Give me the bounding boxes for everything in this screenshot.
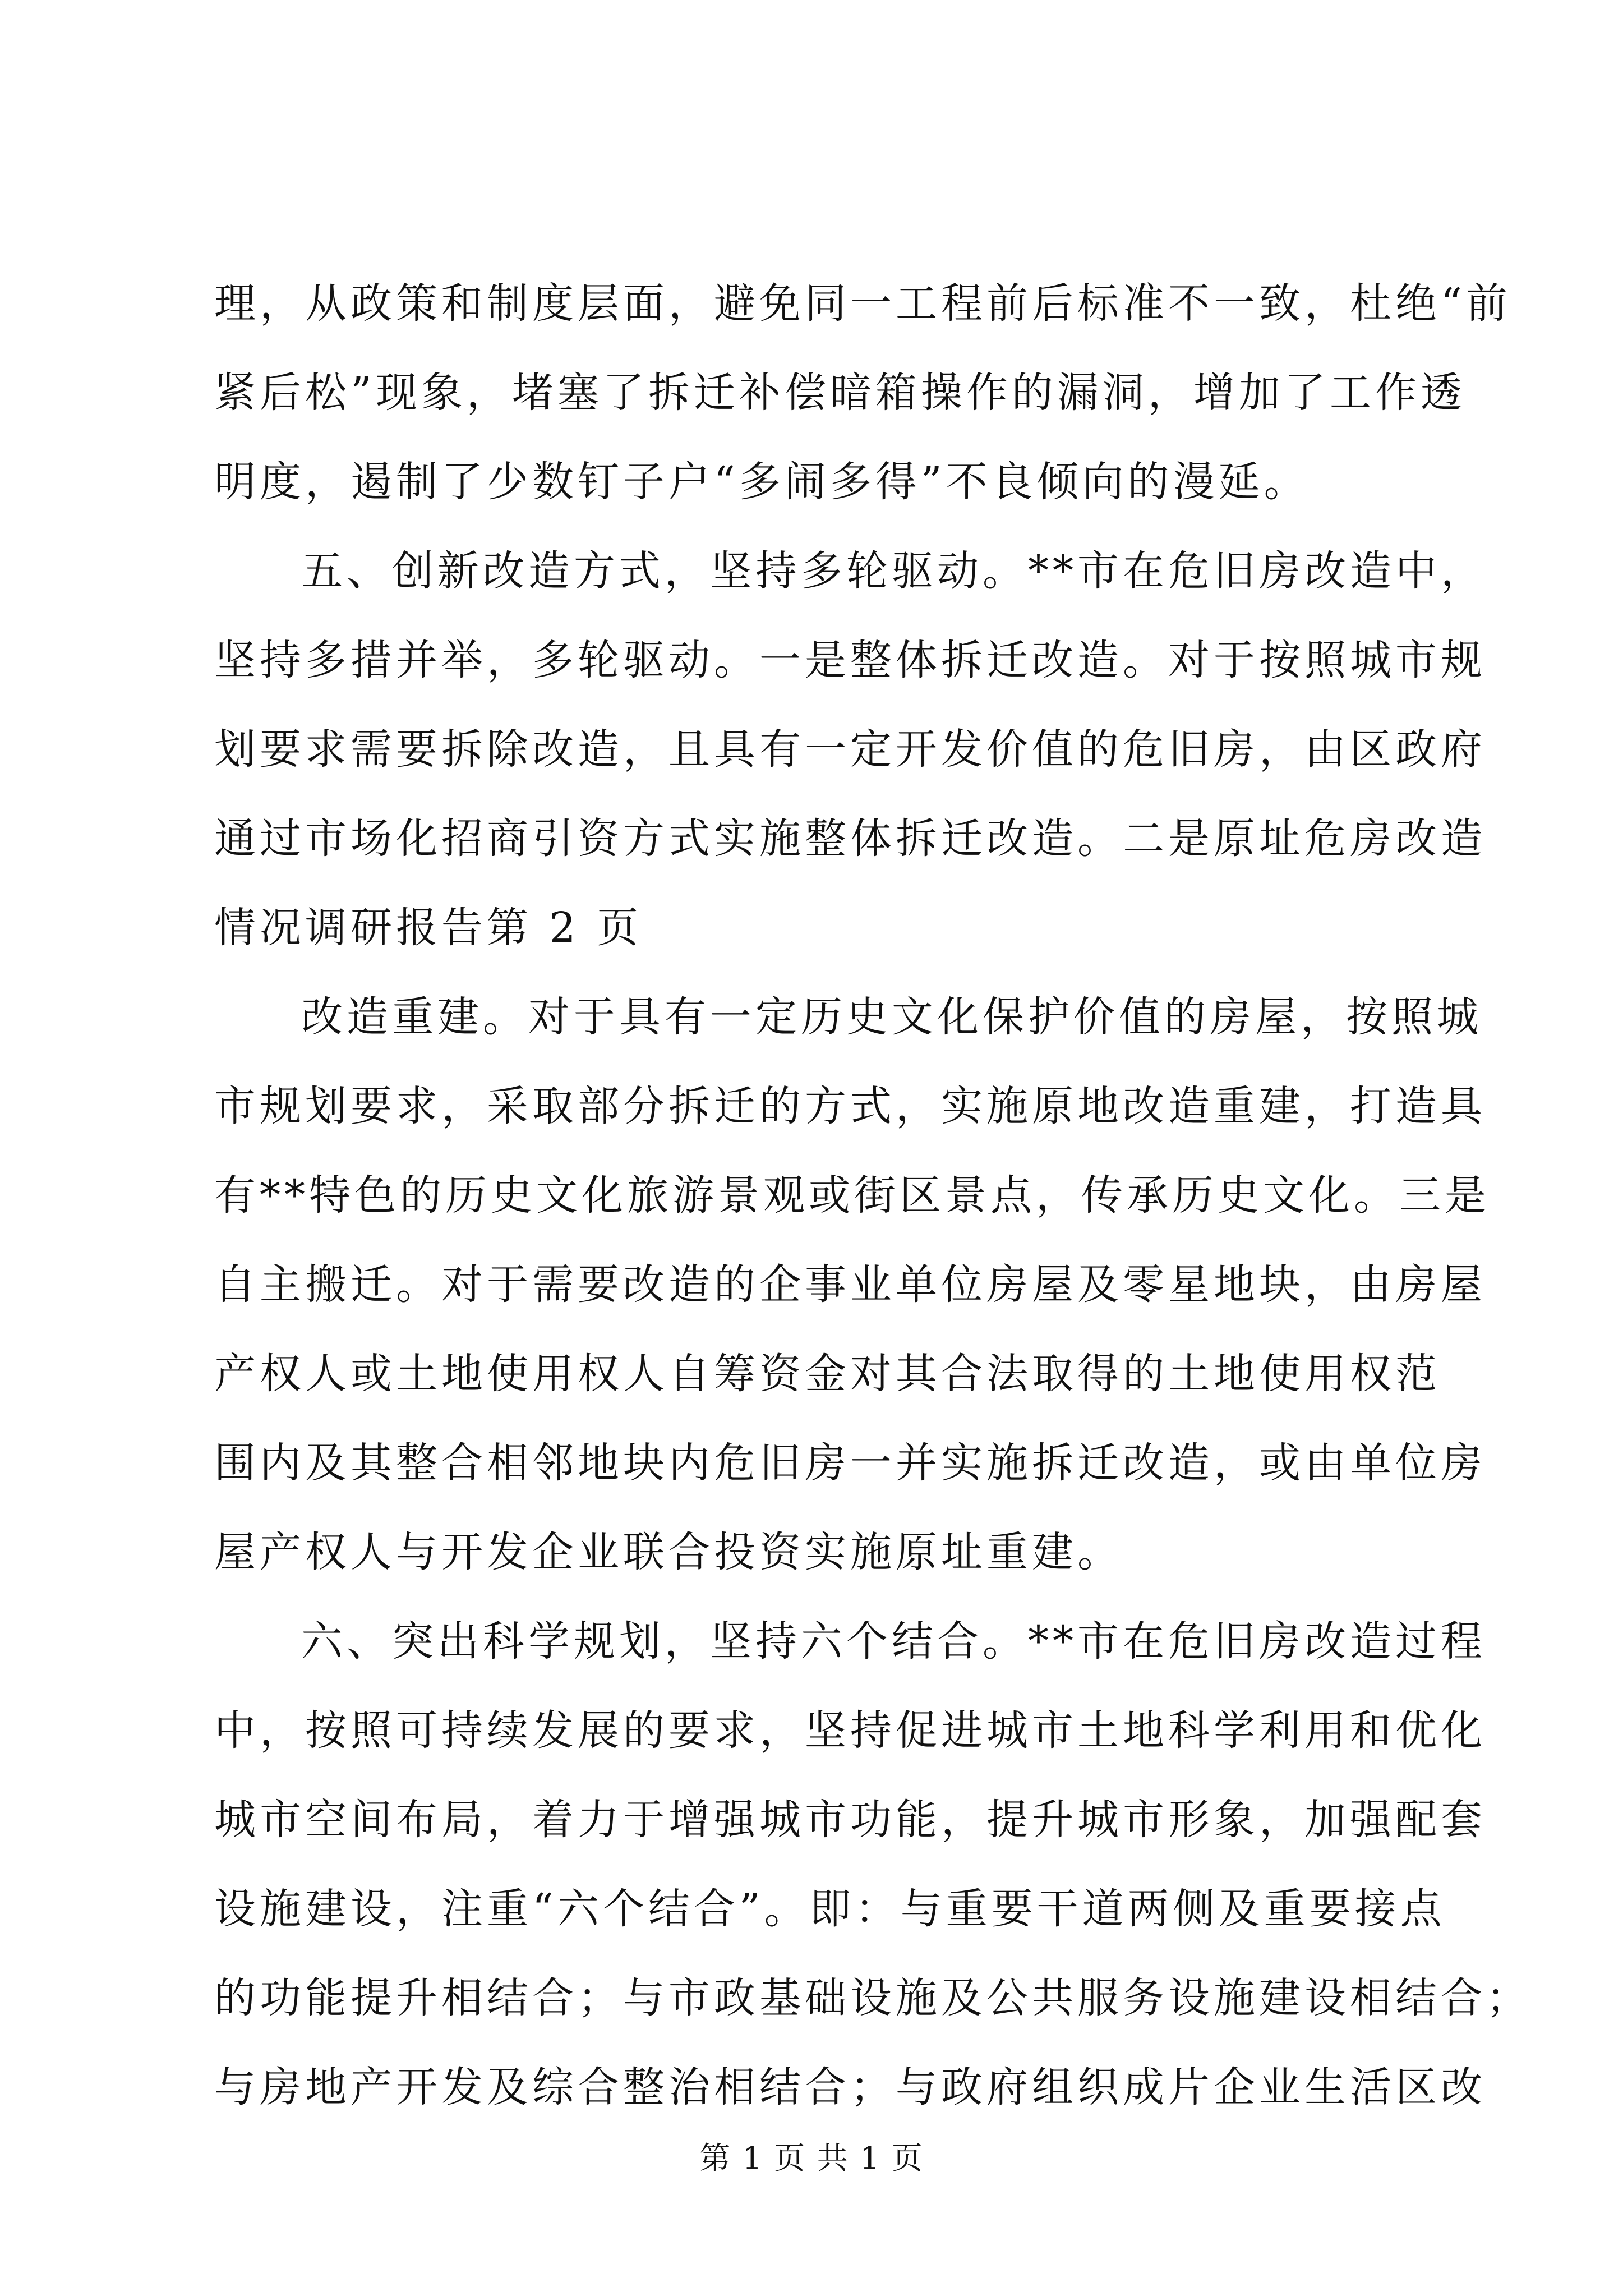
text-line: 围内及其整合相邻地块内危旧房一并实施拆迁改造，或由单位房	[214, 1439, 1486, 1487]
text-line: 有**特色的历史文化旅游景观或街区景点，传承历史文化。三是	[214, 1171, 1490, 1220]
text-line: 紧后松”现象，堵塞了拆迁补偿暗箱操作的漏洞，增加了工作透	[214, 369, 1466, 417]
text-line: 产权人或土地使用权人自筹资金对其合法取得的土地使用权范	[214, 1350, 1441, 1398]
page-footer: 第 1 页 共 1 页	[699, 2140, 924, 2176]
text-line: 情况调研报告第 2 页	[214, 904, 643, 952]
paragraph-heading-line: 五、创新改造方式，坚持多轮驱动。**市在危旧房改造中，	[301, 547, 1486, 595]
text-line: 坚持多措并举，多轮驱动。一是整体拆迁改造。对于按照城市规	[214, 636, 1486, 684]
text-line: 明度，遏制了少数钉子户“多闹多得”不良倾向的漫延。	[214, 458, 1310, 506]
text-line: 市规划要求，采取部分拆迁的方式，实施原地改造重建，打造具	[214, 1082, 1486, 1130]
document-body	[214, 259, 1532, 2132]
text-line: 设施建设，注重“六个结合”。即：与重要干道两侧及重要接点	[214, 1885, 1446, 1933]
text-line: 与房地产开发及综合整治相结合；与政府组织成片企业生活区改	[214, 2063, 1486, 2111]
text-line: 理，从政策和制度层面，避免同一工程前后标准不一致，杜绝“前	[214, 279, 1511, 328]
text-line: 中，按照可持续发展的要求，坚持促进城市土地科学利用和优化	[214, 1706, 1486, 1755]
paragraph-heading-line: 六、突出科学规划，坚持六个结合。**市在危旧房改造过程	[301, 1617, 1486, 1665]
text-line: 的功能提升相结合；与市政基础设施及公共服务设施建设相结合；	[214, 1974, 1532, 2022]
text-line: 城市空间布局，着力于增强城市功能，提升城市形象，加强配套	[214, 1796, 1486, 1844]
text-line: 屋产权人与开发企业联合投资实施原址重建。	[214, 1528, 1123, 1576]
text-line: 通过市场化招商引资方式实施整体拆迁改造。二是原址危房改造	[214, 815, 1486, 863]
text-line: 划要求需要拆除改造，且具有一定开发价值的危旧房，由区政府	[214, 725, 1486, 774]
paragraph-start-line: 改造重建。对于具有一定历史文化保护价值的房屋，按照城	[301, 993, 1482, 1041]
text-line: 自主搬迁。对于需要改造的企事业单位房屋及零星地块，由房屋	[214, 1260, 1486, 1309]
